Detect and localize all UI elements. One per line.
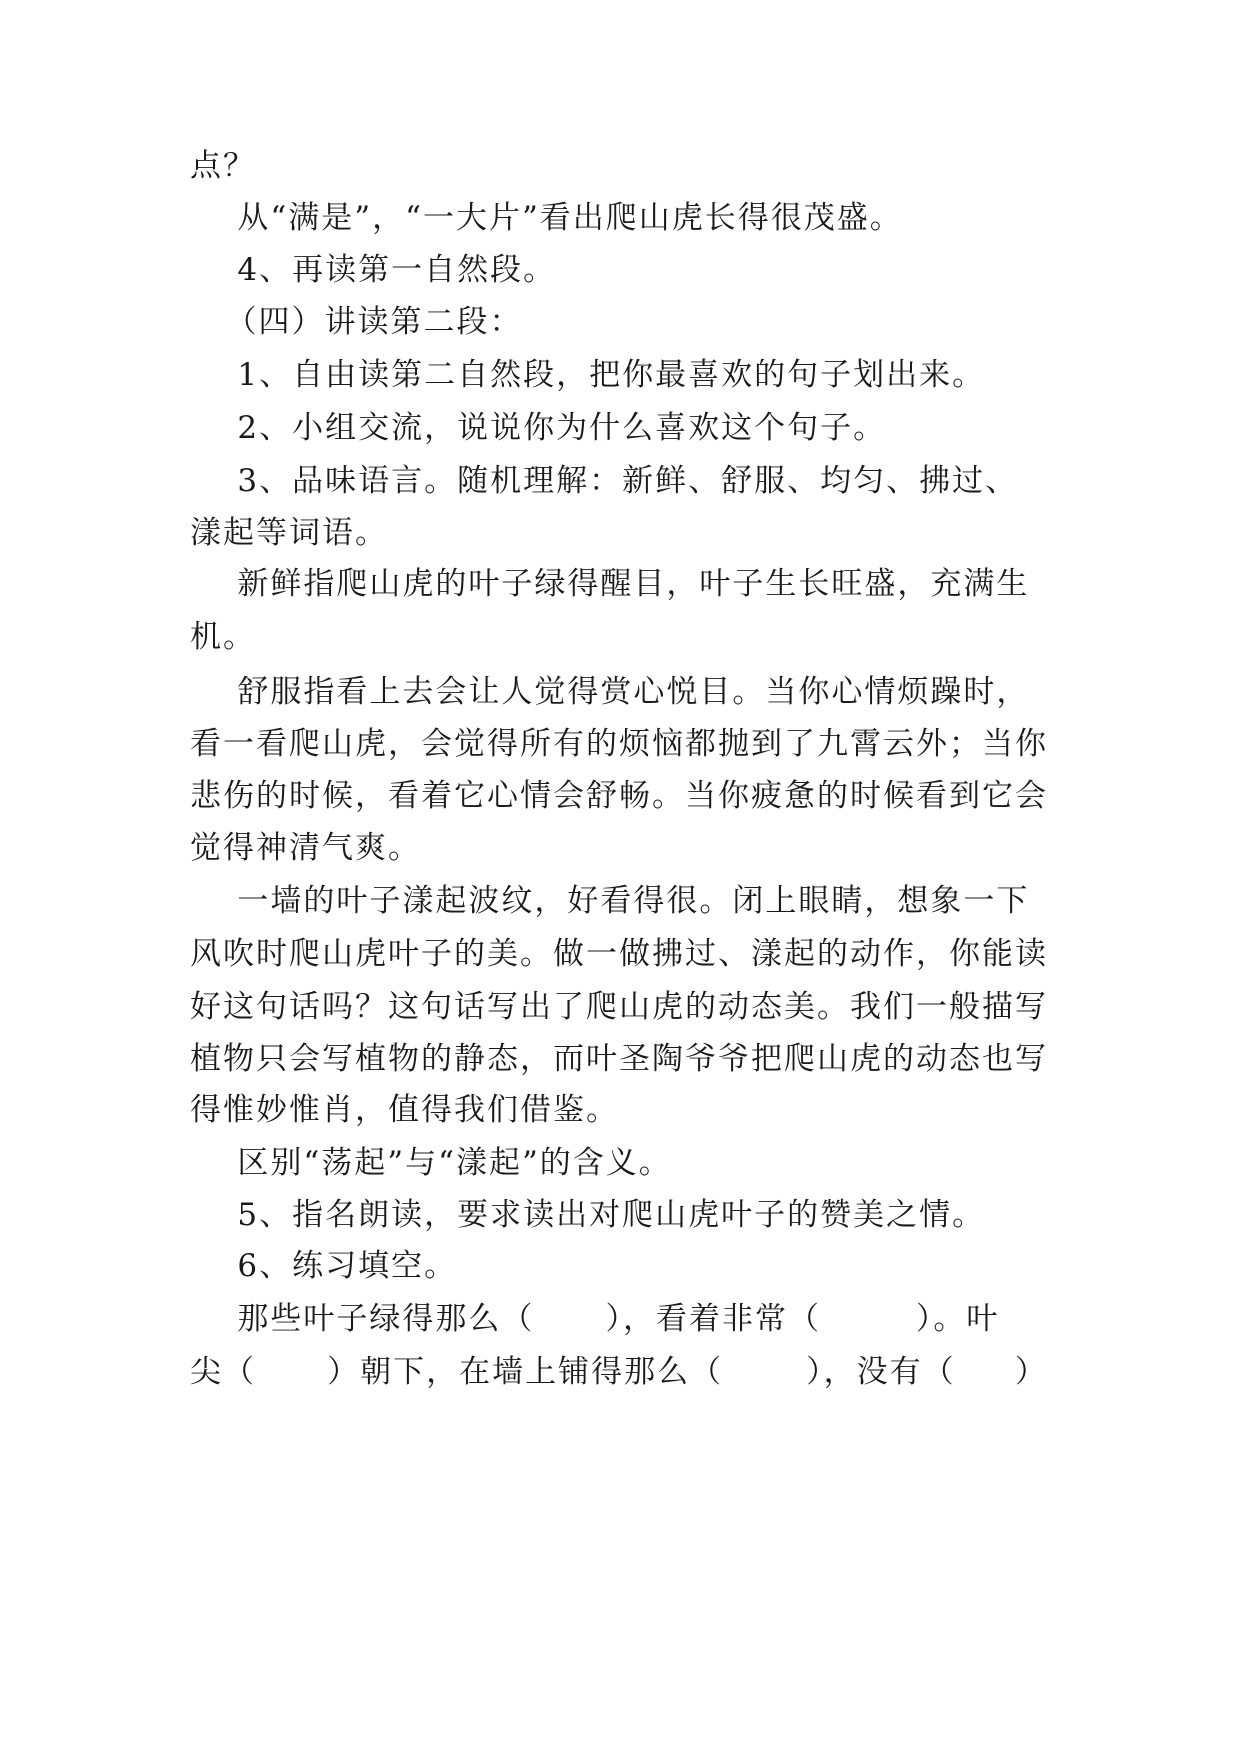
- text-line: 舒服指看上去会让人觉得赏心悦目。当你心情烦躁时，: [190, 674, 1030, 710]
- text-line: 风吹时爬山虎叶子的美。做一做拂过、漾起的动作，你能读: [190, 936, 1048, 972]
- text-line: 看一看爬山虎，会觉得所有的烦恼都抛到了九霄云外；当你: [190, 726, 1048, 762]
- text-line: 机。: [190, 619, 256, 655]
- text-line: 新鲜指爬山虎的叶子绿得醒目，叶子生长旺盛，充满生: [190, 566, 1030, 602]
- text-line: 点？: [190, 148, 256, 184]
- text-line: 5、指名朗读，要求读出对爬山虎叶子的赞美之情。: [190, 1197, 986, 1233]
- text-line: 好这句话吗？这句话写出了爬山虎的动态美。我们一般描写: [190, 989, 1048, 1025]
- text-line: 觉得神清气爽。: [190, 830, 421, 866]
- text-line: 得惟妙惟肖，值得我们借鉴。: [190, 1092, 619, 1128]
- text-line: 3、品味语言。随机理解：新鲜、舒服、均匀、拂过、: [190, 463, 1019, 499]
- text-line: 2、小组交流，说说你为什么喜欢这个句子。: [190, 410, 887, 446]
- text-line: 区别“荡起”与“漾起”的含义。: [190, 1145, 672, 1181]
- text-line: 植物只会写植物的静态，而叶圣陶爷爷把爬山虎的动态也写: [190, 1041, 1048, 1077]
- text-line: 悲伤的时候，看着它心情会舒畅。当你疲惫的时候看到它会: [190, 778, 1048, 814]
- text-line: 从“满是”，“一大片”看出爬山虎长得很茂盛。: [190, 200, 903, 236]
- section-heading: （四）讲读第二段：: [190, 304, 523, 340]
- text-line: 6、练习填空。: [190, 1248, 458, 1284]
- text-line: 4、再读第一自然段。: [190, 252, 557, 288]
- text-line: 漾起等词语。: [190, 515, 388, 551]
- text-line: 一墙的叶子漾起波纹，好看得很。闭上眼睛，想象一下: [190, 883, 1030, 919]
- text-line: 尖（ ）朝下，在墙上铺得那么（ ），没有（ ）: [190, 1354, 1048, 1390]
- text-line: 1、自由读第二自然段，把你最喜欢的句子划出来。: [190, 357, 986, 393]
- text-line: 那些叶子绿得那么（ ），看着非常（ ）。叶: [190, 1301, 1000, 1337]
